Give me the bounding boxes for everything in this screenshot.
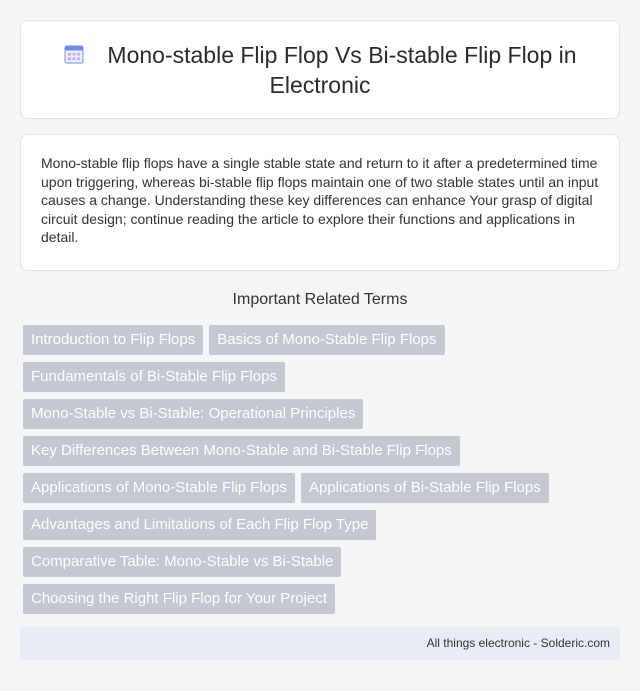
calendar-icon [63,43,85,65]
intro-card [20,134,620,271]
related-terms-heading: Important Related Terms [232,291,408,308]
term-link[interactable]: Introduction to Flip Flops [23,325,203,355]
term-row [23,510,623,540]
term-link[interactable]: Basics of Mono-Stable Flip Flops [209,325,444,355]
footer [20,627,620,660]
term-link[interactable]: Comparative Table: Mono-Stable vs Bi-Stable [23,547,341,577]
term-row [23,547,623,577]
title-card [20,20,620,119]
term-row [23,584,623,614]
intro-text: Mono-stable flip flops have a single stable state and return to it after a predetermined time upon triggering, whereas bi-stable flip flops maintain one of two stable states until an input causes a change. Understanding these key differences can enhance Your grasp of digital circuit design; continue reading the article to explore their functions and applications in detail. [41,155,599,245]
term-link[interactable]: Applications of Mono-Stable Flip Flops [23,473,295,503]
term-row [23,436,623,466]
term-row [23,325,623,355]
term-link[interactable]: Key Differences Between Mono-Stable and Bi-Stable Flip Flops [23,436,460,466]
term-link[interactable]: Advantages and Limitations of Each Flip Flop Type [23,510,376,540]
page-title: Mono-stable Flip Flop Vs Bi-stable Flip Flop in Electronic [107,41,577,98]
term-row [23,362,623,392]
term-row [23,473,623,503]
related-terms-list [23,325,623,621]
term-link[interactable]: Mono-Stable vs Bi-Stable: Operational Principles [23,399,363,429]
title-wrap [51,40,589,100]
term-link[interactable]: Applications of Bi-Stable Flip Flops [301,473,549,503]
term-row [23,399,623,429]
footer-text: All things electronic - Solderic.com [426,636,610,650]
term-link[interactable]: Fundamentals of Bi-Stable Flip Flops [23,362,285,392]
term-link[interactable]: Choosing the Right Flip Flop for Your Project [23,584,335,614]
